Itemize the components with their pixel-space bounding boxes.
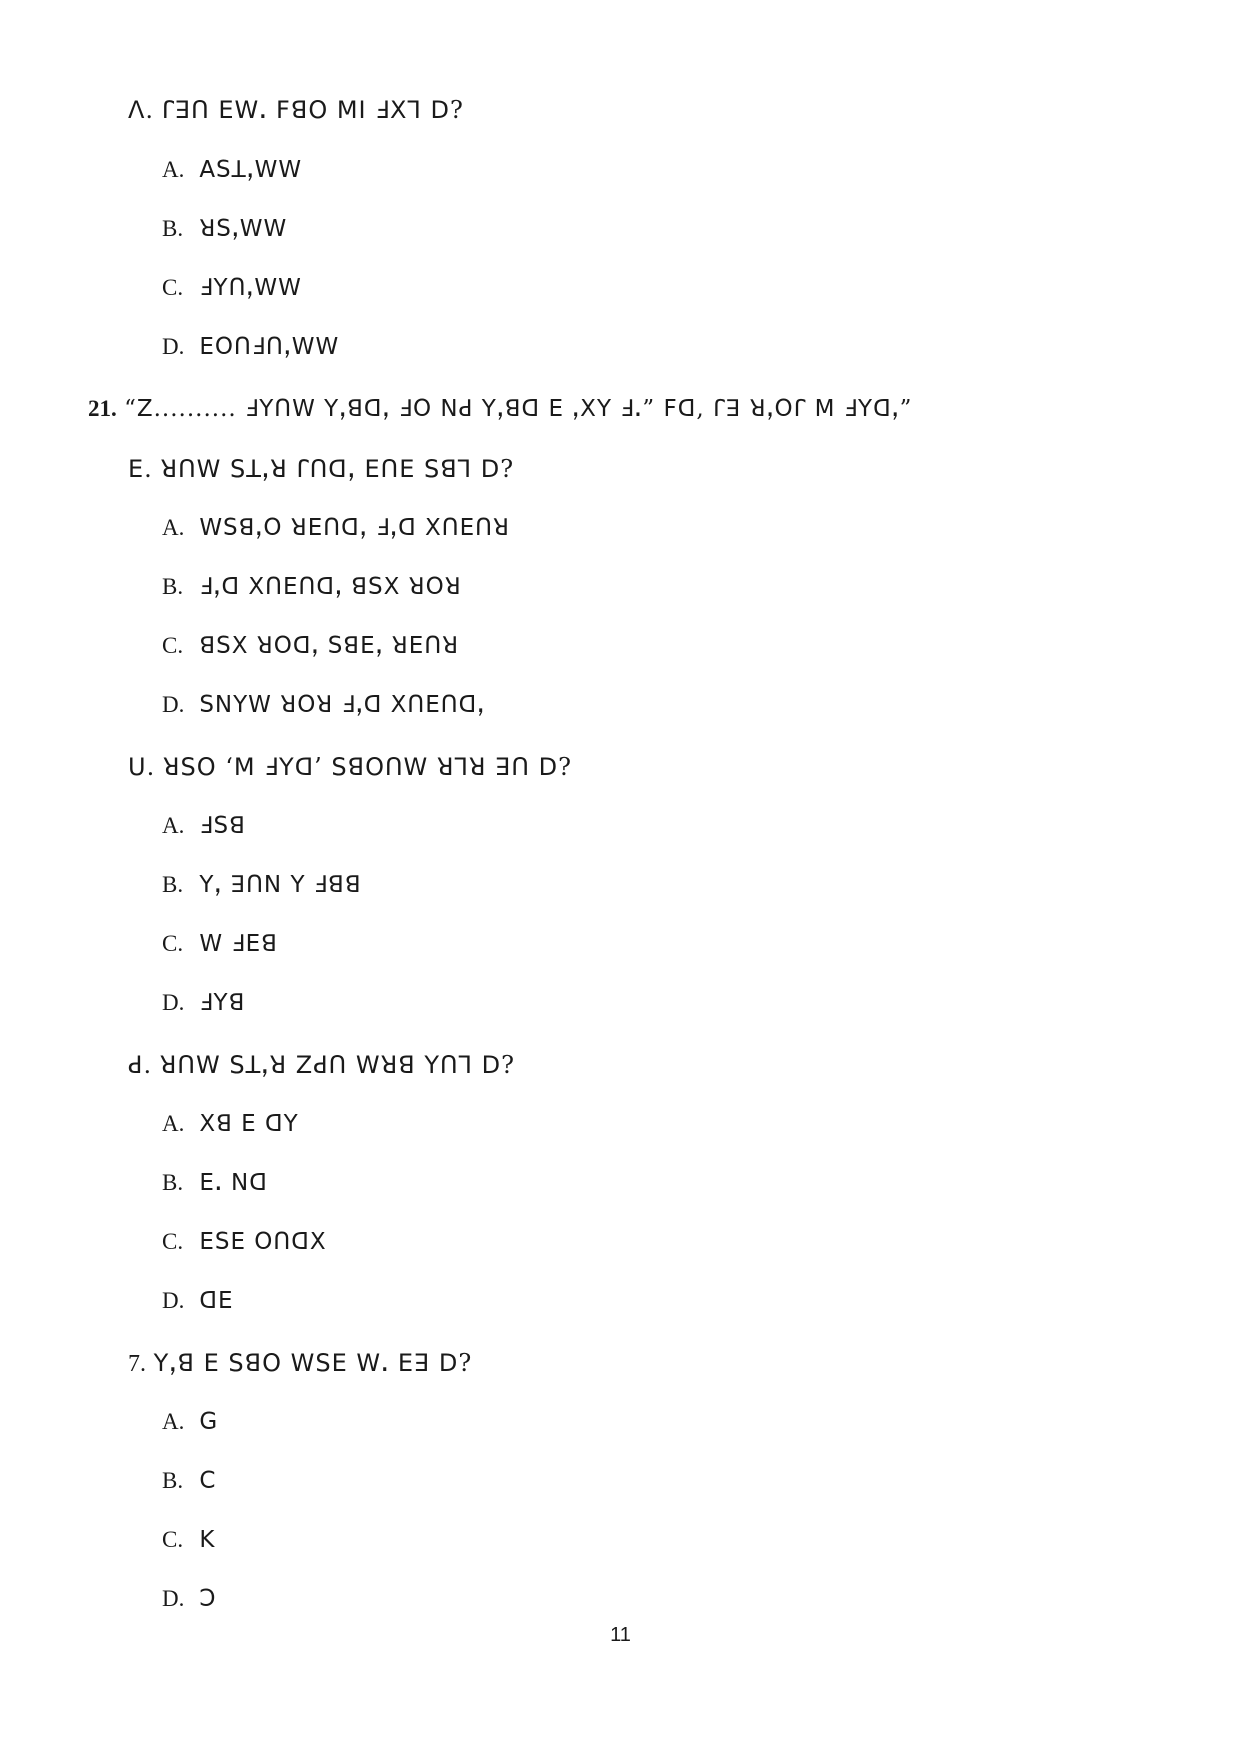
question-stem (128, 753, 572, 781)
option-letter: D. (162, 692, 185, 717)
option-letter: C. (162, 1527, 184, 1552)
question-text: ꓤꓵꓪ ꓢꓕꓹꓤ ꓩꓵꓷꓹ ꓰꓵꓰ ꓢꓭꓶ ꓓ? (160, 455, 515, 483)
option-letter: A. (162, 1409, 185, 1434)
answer-option[interactable] (162, 275, 302, 301)
question-label: ꓥ. (128, 96, 155, 124)
option-text: ꓖ (199, 1409, 219, 1435)
question-text: ꓩꓱꓵ ꓰꓪꓸ ꓝꓭꓳ ꓟꓲ ꓞꓫꓶ ꓓ? (161, 96, 464, 124)
answer-option[interactable] (162, 157, 302, 183)
option-letter: D. (162, 334, 185, 359)
option-text: ꓷꓰ (199, 1288, 234, 1314)
option-text: ꓞꓬꓵꓹꓪꓪ (199, 275, 302, 301)
answer-option[interactable] (162, 990, 245, 1016)
answer-option[interactable] (162, 931, 278, 957)
answer-option[interactable] (162, 1586, 216, 1612)
answer-option[interactable] (162, 574, 462, 600)
option-letter: B. (162, 1468, 184, 1493)
answer-option[interactable] (162, 872, 362, 898)
question-text: ꓬꓹꓭ ꓰ ꓢꓭꓳ ꓪꓢꓰ ꓪꓸ ꓰꓱ ꓓ? (153, 1349, 473, 1377)
option-letter: C. (162, 275, 184, 300)
option-letter: B. (162, 574, 184, 599)
option-letter: A. (162, 813, 185, 838)
answer-option[interactable] (162, 1111, 299, 1137)
option-letter: C. (162, 931, 184, 956)
option-letter: B. (162, 216, 184, 241)
option-letter: A. (162, 157, 185, 182)
question-stem (128, 1349, 472, 1378)
answer-option[interactable] (162, 515, 510, 541)
page-number: 11 (610, 1624, 631, 1646)
option-text: ꓬꓹ ꓱꓵꓠ ꓬ ꓞꓭꓭ (199, 872, 362, 898)
answer-option[interactable] (162, 692, 485, 718)
question-text: ꓤꓢꓳ ‘ꓟ ꓞꓬꓷ’ ꓢꓭꓳꓵꓪ ꓤꓶꓤ ꓱꓵ ꓓ? (162, 753, 572, 781)
option-letter: A. (162, 515, 185, 540)
question-stem (128, 455, 514, 483)
answer-option[interactable] (162, 216, 287, 242)
passage-text: “ꓜ.......... ꓞꓬꓵꓪ ꓬꓹꓭꓷꓹ ꓞꓳ ꓠꓒ ꓬꓹꓭꓷ ꓰ ꓹꓫꓬ ꓞꓸ” ꓝꓷ, ꓩꓱ ꓤꓹꓳꓩ ꓟ ꓞꓬꓷꓹ” (124, 396, 913, 422)
option-text: ꓪ ꓞꓰꓭ (199, 931, 278, 957)
option-text: ꓤꓢꓹꓪꓪ (199, 216, 288, 242)
option-text: ꓞꓬꓭ (199, 990, 246, 1016)
option-text: ꓮꓢꓕꓹꓪꓪ (199, 157, 303, 183)
option-text: ꓭꓢꓫ ꓤꓳꓷꓹ ꓢꓭꓰꓹ ꓤꓰꓵꓤ (199, 633, 460, 659)
option-text: ꓰꓢꓰ ꓳꓵꓷꓫ (199, 1229, 327, 1255)
option-text: ꓰꓸ ꓠꓷ (199, 1170, 268, 1196)
option-text: ꓫꓭ ꓰ ꓷꓬ (199, 1111, 299, 1137)
answer-option[interactable] (162, 633, 459, 659)
answer-option[interactable] (162, 1229, 327, 1255)
option-letter: D. (162, 1586, 185, 1611)
option-letter: D. (162, 990, 185, 1015)
answer-option[interactable] (162, 1409, 218, 1435)
option-letter: A. (162, 1111, 185, 1136)
passage-number: 21. (88, 396, 117, 421)
passage-21 (88, 396, 912, 422)
option-letter: B. (162, 872, 184, 897)
option-text: ꓪꓢꓭꓹꓳ ꓤꓰꓵꓷꓹ ꓞꓹꓷ ꓫꓵꓰꓵꓤ (199, 515, 510, 541)
option-letter: D. (162, 1288, 185, 1313)
answer-option[interactable] (162, 1527, 215, 1553)
option-text: ꓞꓹꓷ ꓫꓵꓰꓵꓷꓹ ꓭꓢꓫ ꓤꓳꓤ (199, 574, 462, 600)
answer-option[interactable] (162, 1288, 234, 1314)
question-label: ꓰ. (128, 455, 153, 483)
question-stem (128, 96, 464, 124)
question-text: ꓤꓵꓪ ꓢꓕꓹꓤ ꓜꓒꓵ ꓪꓤꓭ ꓬꓵꓶ ꓓ? (159, 1051, 515, 1079)
option-text: ꓞꓢꓭ (199, 813, 246, 839)
question-label: 7. (128, 1351, 146, 1377)
answer-option[interactable] (162, 813, 246, 839)
answer-option[interactable] (162, 1468, 216, 1494)
option-text: ꓢꓠꓬꓪ ꓤꓳꓤ ꓞꓹꓷ ꓫꓵꓰꓵꓷꓹ (199, 692, 486, 718)
option-text: ꓚ (199, 1468, 217, 1494)
answer-option[interactable] (162, 334, 339, 360)
question-stem (128, 1051, 515, 1079)
question-label: ꓴ. (128, 753, 156, 781)
option-text: ꓗ (199, 1527, 216, 1553)
option-text: ꓰꓳꓵꓞꓵꓹꓪꓪ (199, 334, 340, 360)
option-letter: C. (162, 1229, 184, 1254)
option-text: ꓛ (199, 1586, 217, 1612)
question-label: ꓒ. (128, 1051, 153, 1079)
option-letter: B. (162, 1170, 184, 1195)
option-letter: C. (162, 633, 184, 658)
answer-option[interactable] (162, 1170, 268, 1196)
